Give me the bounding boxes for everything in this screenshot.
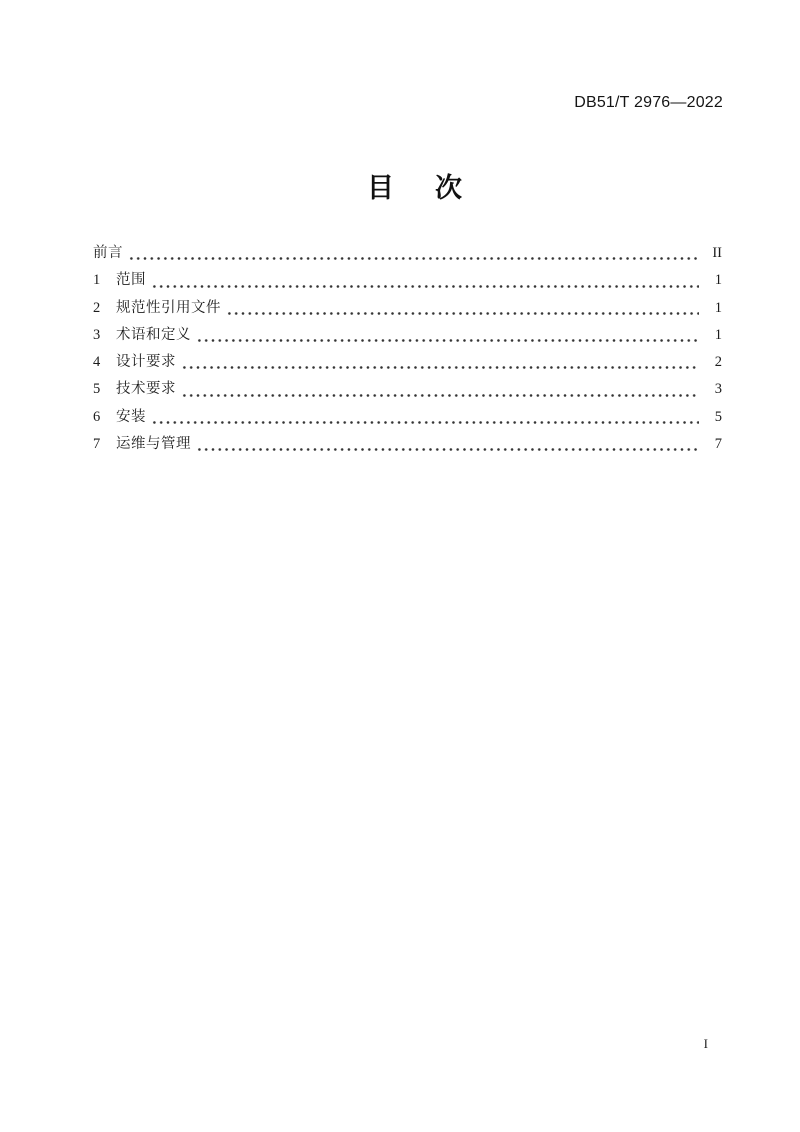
dot-leader [181,376,699,403]
dot-leader [181,349,699,376]
footer-page-number: I [703,1036,708,1051]
toc-entry[interactable] [93,267,722,294]
toc-page-number: 1 [714,272,722,289]
toc-entry[interactable] [93,376,722,403]
table-of-contents [93,240,722,458]
toc-entry-label: 运维与管理 [116,436,191,453]
toc-entry-label: 范围 [116,272,146,289]
toc-entry-label: 技术要求 [116,381,176,398]
toc-entry[interactable] [93,322,722,349]
toc-page-number: 3 [714,381,722,398]
toc-entry-number: 3 [93,326,101,343]
toc-entry-label: 前言 [93,245,123,261]
toc-entry-label: 规范性引用文件 [116,299,221,316]
toc-entry-number: 5 [93,381,101,398]
toc-entry[interactable] [93,240,722,267]
toc-entry-label: 设计要求 [116,354,176,371]
toc-entry-number: 2 [93,299,101,316]
dot-leader [226,295,699,322]
toc-entry[interactable] [93,404,722,431]
toc-entry-label: 安装 [116,408,146,425]
dot-leader [151,404,699,431]
dot-leader [151,267,699,294]
toc-page-number: 5 [714,408,722,425]
toc-page-number: II [712,245,722,261]
toc-page-number: 2 [714,354,722,371]
toc-page-number: 7 [714,436,722,453]
toc-entry[interactable] [93,349,722,376]
toc-entry-number: 1 [93,272,101,289]
toc-page-number: 1 [714,326,722,343]
toc-entry-number: 4 [93,354,101,371]
toc-entry-label: 术语和定义 [116,326,191,343]
dot-leader [196,431,699,458]
standard-code: DB51/T 2976—2022 [574,94,723,111]
toc-entry-number: 6 [93,408,101,425]
toc-entry-number: 7 [93,436,101,453]
dot-leader [196,322,699,349]
page-title: 目 次 [367,173,469,203]
toc-entry[interactable] [93,295,722,322]
dot-leader [128,240,699,267]
toc-entry[interactable] [93,431,722,458]
toc-page-number: 1 [714,299,722,316]
